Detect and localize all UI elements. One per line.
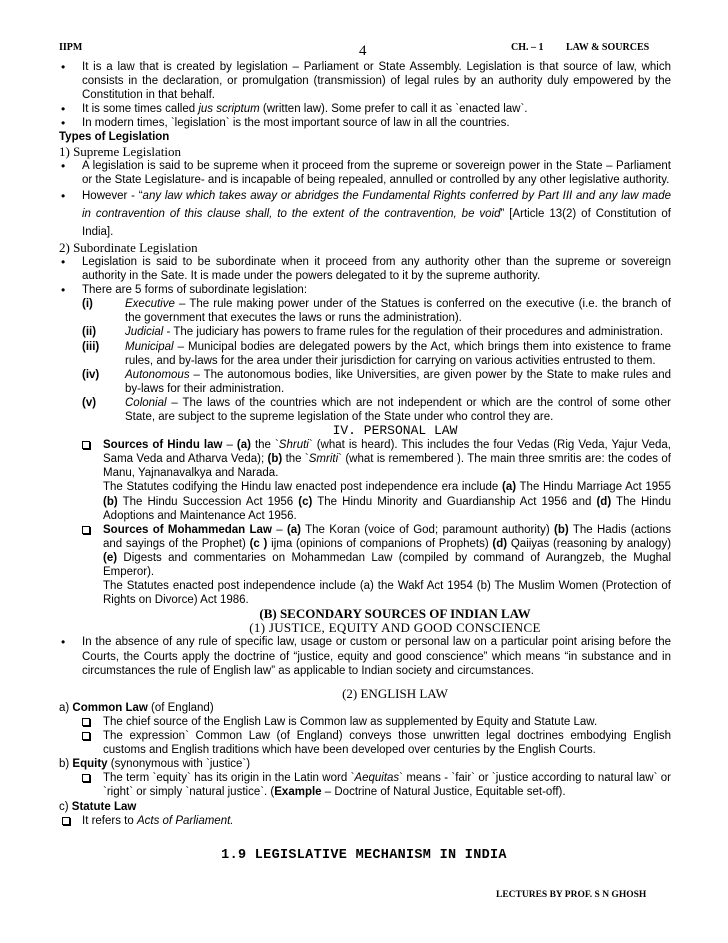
footer-lecturer: LECTURES BY PROF. S N GHOSH	[496, 890, 647, 900]
label-prefix: a)	[59, 701, 73, 714]
justice-equity-text: In the absence of any rule of specific law, usage or custom or personal law on a particular point arising before the Courts, the Courts apply the doctrine of “justice, equity and good conscience” which means “in substance and in circumstances the rule of English law” as applicable to Indian society and circumstances.	[82, 636, 671, 677]
hindu-acts-text: The Hindu Succession Act 1956	[117, 495, 299, 508]
form-text: – The rule making power under of the Statues is conferred on the executive (i.e. the branch of the government that executes the laws or runs the administration).	[125, 298, 671, 325]
hindu-text: (b)	[267, 453, 283, 466]
statute-text: Acts of Parliament.	[136, 814, 234, 827]
form-item	[59, 340, 671, 368]
form-item	[59, 396, 671, 424]
equity-rest: (synonymous with `justice`)	[107, 758, 251, 771]
intro-bullet	[59, 60, 671, 102]
form-text: - The judiciary has powers to frame rules for the regulation of their procedures and administration.	[163, 326, 664, 339]
supreme-text-2b: ” [Article 13(2) of Constitution of India].	[82, 207, 671, 238]
intro-text-2c: (written law). Some prefer to call it as `enacted law`.	[259, 103, 528, 116]
form-name: Executive	[125, 298, 175, 311]
form-name: Autonomous	[125, 368, 190, 381]
form-item	[59, 325, 671, 339]
form-number: (ii)	[82, 326, 97, 339]
justice-equity-heading: (1) JUSTICE, EQUITY AND GOOD CONSCIENCE	[249, 620, 541, 636]
form-number: (v)	[82, 396, 97, 409]
form-text: – The laws of the countries which are not independent or which are the control of some other State, are subject to the supreme legislation of the State under who control they are.	[125, 396, 671, 423]
moh-text: ijma (opinions of companions of Prophets)	[267, 537, 493, 550]
equity-text: Aequitas	[354, 772, 400, 785]
hindu-acts-text: The Hindu Adoptions and Maintenance Act 1956.	[103, 495, 672, 522]
moh-text: The Koran (voice of God; paramount authority)	[301, 523, 555, 536]
hindu-acts-text: The Hindu Minority and Guardianship Act 1956 and	[312, 495, 597, 508]
common-law-rest: (of England)	[147, 701, 214, 714]
statute-text: It refers to	[82, 814, 137, 827]
common-law-label	[59, 701, 671, 715]
hindu-text: Smriti	[308, 453, 339, 466]
subordinate-bullet	[59, 283, 671, 297]
mohammedan-law-item	[59, 523, 671, 579]
subordinate-text-2: There are 5 forms of subordinate legislation:	[82, 284, 308, 297]
intro-text-1: It is a law that is created by legislation – Parliament or State Assembly. Legislation is that source of law, which consists in the declaration, or promulgation (transmission) of legal rules by an authority duly empowered by the Constitution in that behalf.	[82, 61, 671, 102]
intro-bullet	[59, 116, 671, 130]
hindu-text: ` (what is remembered ). The main three smritis are: the codes of Manu, Yajnanavalkya and Narada.	[103, 453, 671, 480]
statute-law-title: Statute Law	[71, 800, 137, 813]
types-heading: Types of Legislation	[59, 131, 170, 144]
moh-text: The Hadis (actions and sayings of the Prophet)	[103, 523, 671, 550]
moh-text: Qaiiyas (reasoning by analogy)	[507, 537, 672, 550]
label-prefix: b)	[59, 758, 73, 771]
hindu-text: (a)	[236, 439, 251, 452]
hindu-text: Shruti	[278, 439, 309, 452]
supreme-text-1: A legislation is said to be supreme when it proceed from the supreme or sovereign power in the State – Parliament or the State Legislature- and is incapable of being repealed, annulled or controlled by any other legislative authority.	[82, 159, 671, 186]
label-prefix: c)	[59, 800, 72, 813]
moh-text: (e)	[103, 551, 118, 564]
equity-text: – Doctrine of Natural Justice, Equitable set-off).	[321, 786, 566, 799]
form-item	[59, 297, 671, 325]
equity-item	[59, 771, 671, 799]
subordinate-text-1: Legislation is said to be subordinate when it proceed from any authority other than the supreme or sovereign authority in the Sate. It is made under the powers delegated to it by the supreme authority.	[82, 255, 671, 283]
statute-law-label	[59, 800, 671, 814]
hindu-text: the `	[282, 453, 309, 466]
common-law-item: The expression` Common Law (of England) conveys those unwritten legal doctrines embodying English customs and English traditions which have been developed over centuries by the English Courts.	[59, 729, 671, 757]
form-name: Judicial	[125, 326, 164, 339]
form-text: – The autonomous bodies, like Universities, are given power by the State to make rules and by-laws for their administration.	[125, 368, 671, 395]
hindu-acts-paragraph	[59, 480, 671, 522]
justice-equity-bullet	[59, 635, 671, 677]
moh-text: (b)	[554, 523, 569, 536]
intro-text-3: In modern times, `legislation` is the most important source of law in all the countries.	[82, 117, 510, 130]
moh-text: Digests and commentaries on Mohammedan Law (compiled by command of Aurangzeb, the Mughal Emperor).	[103, 551, 671, 578]
hindu-text: the `	[250, 439, 279, 452]
page-number: 4	[359, 43, 367, 59]
supreme-heading: 1) Supreme Legislation	[59, 143, 182, 159]
supreme-bullet	[59, 187, 671, 241]
moh-text: (d)	[492, 537, 508, 550]
equity-text: The term `equity` has its origin in the Latin word `	[103, 772, 355, 785]
supreme-text-2a: However - “	[82, 189, 143, 202]
form-text: – Municipal bodies are delegated powers by the Act, which brings them into existence to frame rules, and by-laws for the area under their jurisdiction for carrying on various activities entrusted to them.	[125, 340, 671, 367]
personal-law-heading: IV. PERSONAL LAW	[332, 423, 458, 439]
equity-label	[59, 757, 671, 771]
form-name: Municipal	[125, 340, 174, 353]
form-number: (iii)	[82, 340, 100, 353]
form-number: (iv)	[82, 368, 100, 381]
header-chapter: CH. – 1	[511, 42, 544, 53]
header-section: LAW & SOURCES	[566, 42, 650, 53]
hindu-acts-text: The Statutes codifying the Hindu law enacted post independence era include	[103, 481, 502, 494]
hindu-law-title: Sources of Hindu law	[103, 439, 223, 452]
common-law-title: Common Law	[72, 701, 148, 714]
intro-text-2a: It is some times called	[82, 103, 199, 116]
secondary-sources-heading: (B) SECONDARY SOURCES OF INDIAN LAW	[259, 606, 531, 622]
intro-text-2b: jus scriptum	[198, 103, 260, 116]
hindu-text: –	[222, 439, 237, 452]
hindu-acts-text: (a)	[502, 481, 517, 494]
equity-text: Example	[274, 786, 322, 799]
form-item	[59, 368, 671, 396]
equity-title: Equity	[72, 758, 108, 771]
main-content	[59, 60, 671, 828]
hindu-acts-text: (d)	[596, 495, 612, 508]
mohammedan-law-title: Sources of Mohammedan Law	[103, 523, 272, 536]
statute-law-item	[59, 814, 671, 828]
hindu-law-item	[59, 438, 671, 480]
hindu-acts-text: (b)	[103, 495, 118, 508]
supreme-bullet	[59, 159, 671, 187]
hindu-acts-text: (c)	[298, 495, 313, 508]
english-law-heading: (2) ENGLISH LAW	[342, 685, 448, 701]
mohammedan-acts-paragraph: The Statutes enacted post independence include (a) the Wakf Act 1954 (b) The Muslim Women (Protection of Rights on Divorce) Act 1986.	[103, 580, 671, 607]
article-13-quote: any law which takes away or abridges the Fundamental Rights conferred by Part III and any law made in contravention of this clause shall, to the extent of the contravention, be void	[82, 189, 671, 220]
hindu-acts-text: The Hindu Marriage Act 1955	[516, 481, 671, 494]
subordinate-heading: 2) Subordinate Legislation	[59, 239, 198, 255]
moh-text: (c )	[249, 537, 268, 550]
header-left: IIPM	[59, 42, 83, 53]
form-number: (i)	[82, 298, 93, 311]
moh-text: –	[271, 523, 287, 536]
moh-text: (a)	[286, 523, 302, 536]
form-name: Colonial	[125, 396, 167, 409]
intro-bullet	[59, 102, 671, 116]
hindu-text: ` (what is heard). This includes the four Vedas (Rig Veda, Yajur Veda, Sama Veda and Atharva Veda);	[103, 439, 671, 466]
equity-text: ` means - `fair` or `justice according to natural law` or `right` or simply `natural justice`. (	[103, 772, 671, 799]
legislative-mechanism-heading: 1.9 LEGISLATIVE MECHANISM IN INDIA	[221, 848, 507, 863]
common-law-item: The chief source of the English Law is Common law as supplemented by Equity and Statute Law.	[59, 715, 671, 729]
subordinate-bullet	[59, 255, 671, 283]
